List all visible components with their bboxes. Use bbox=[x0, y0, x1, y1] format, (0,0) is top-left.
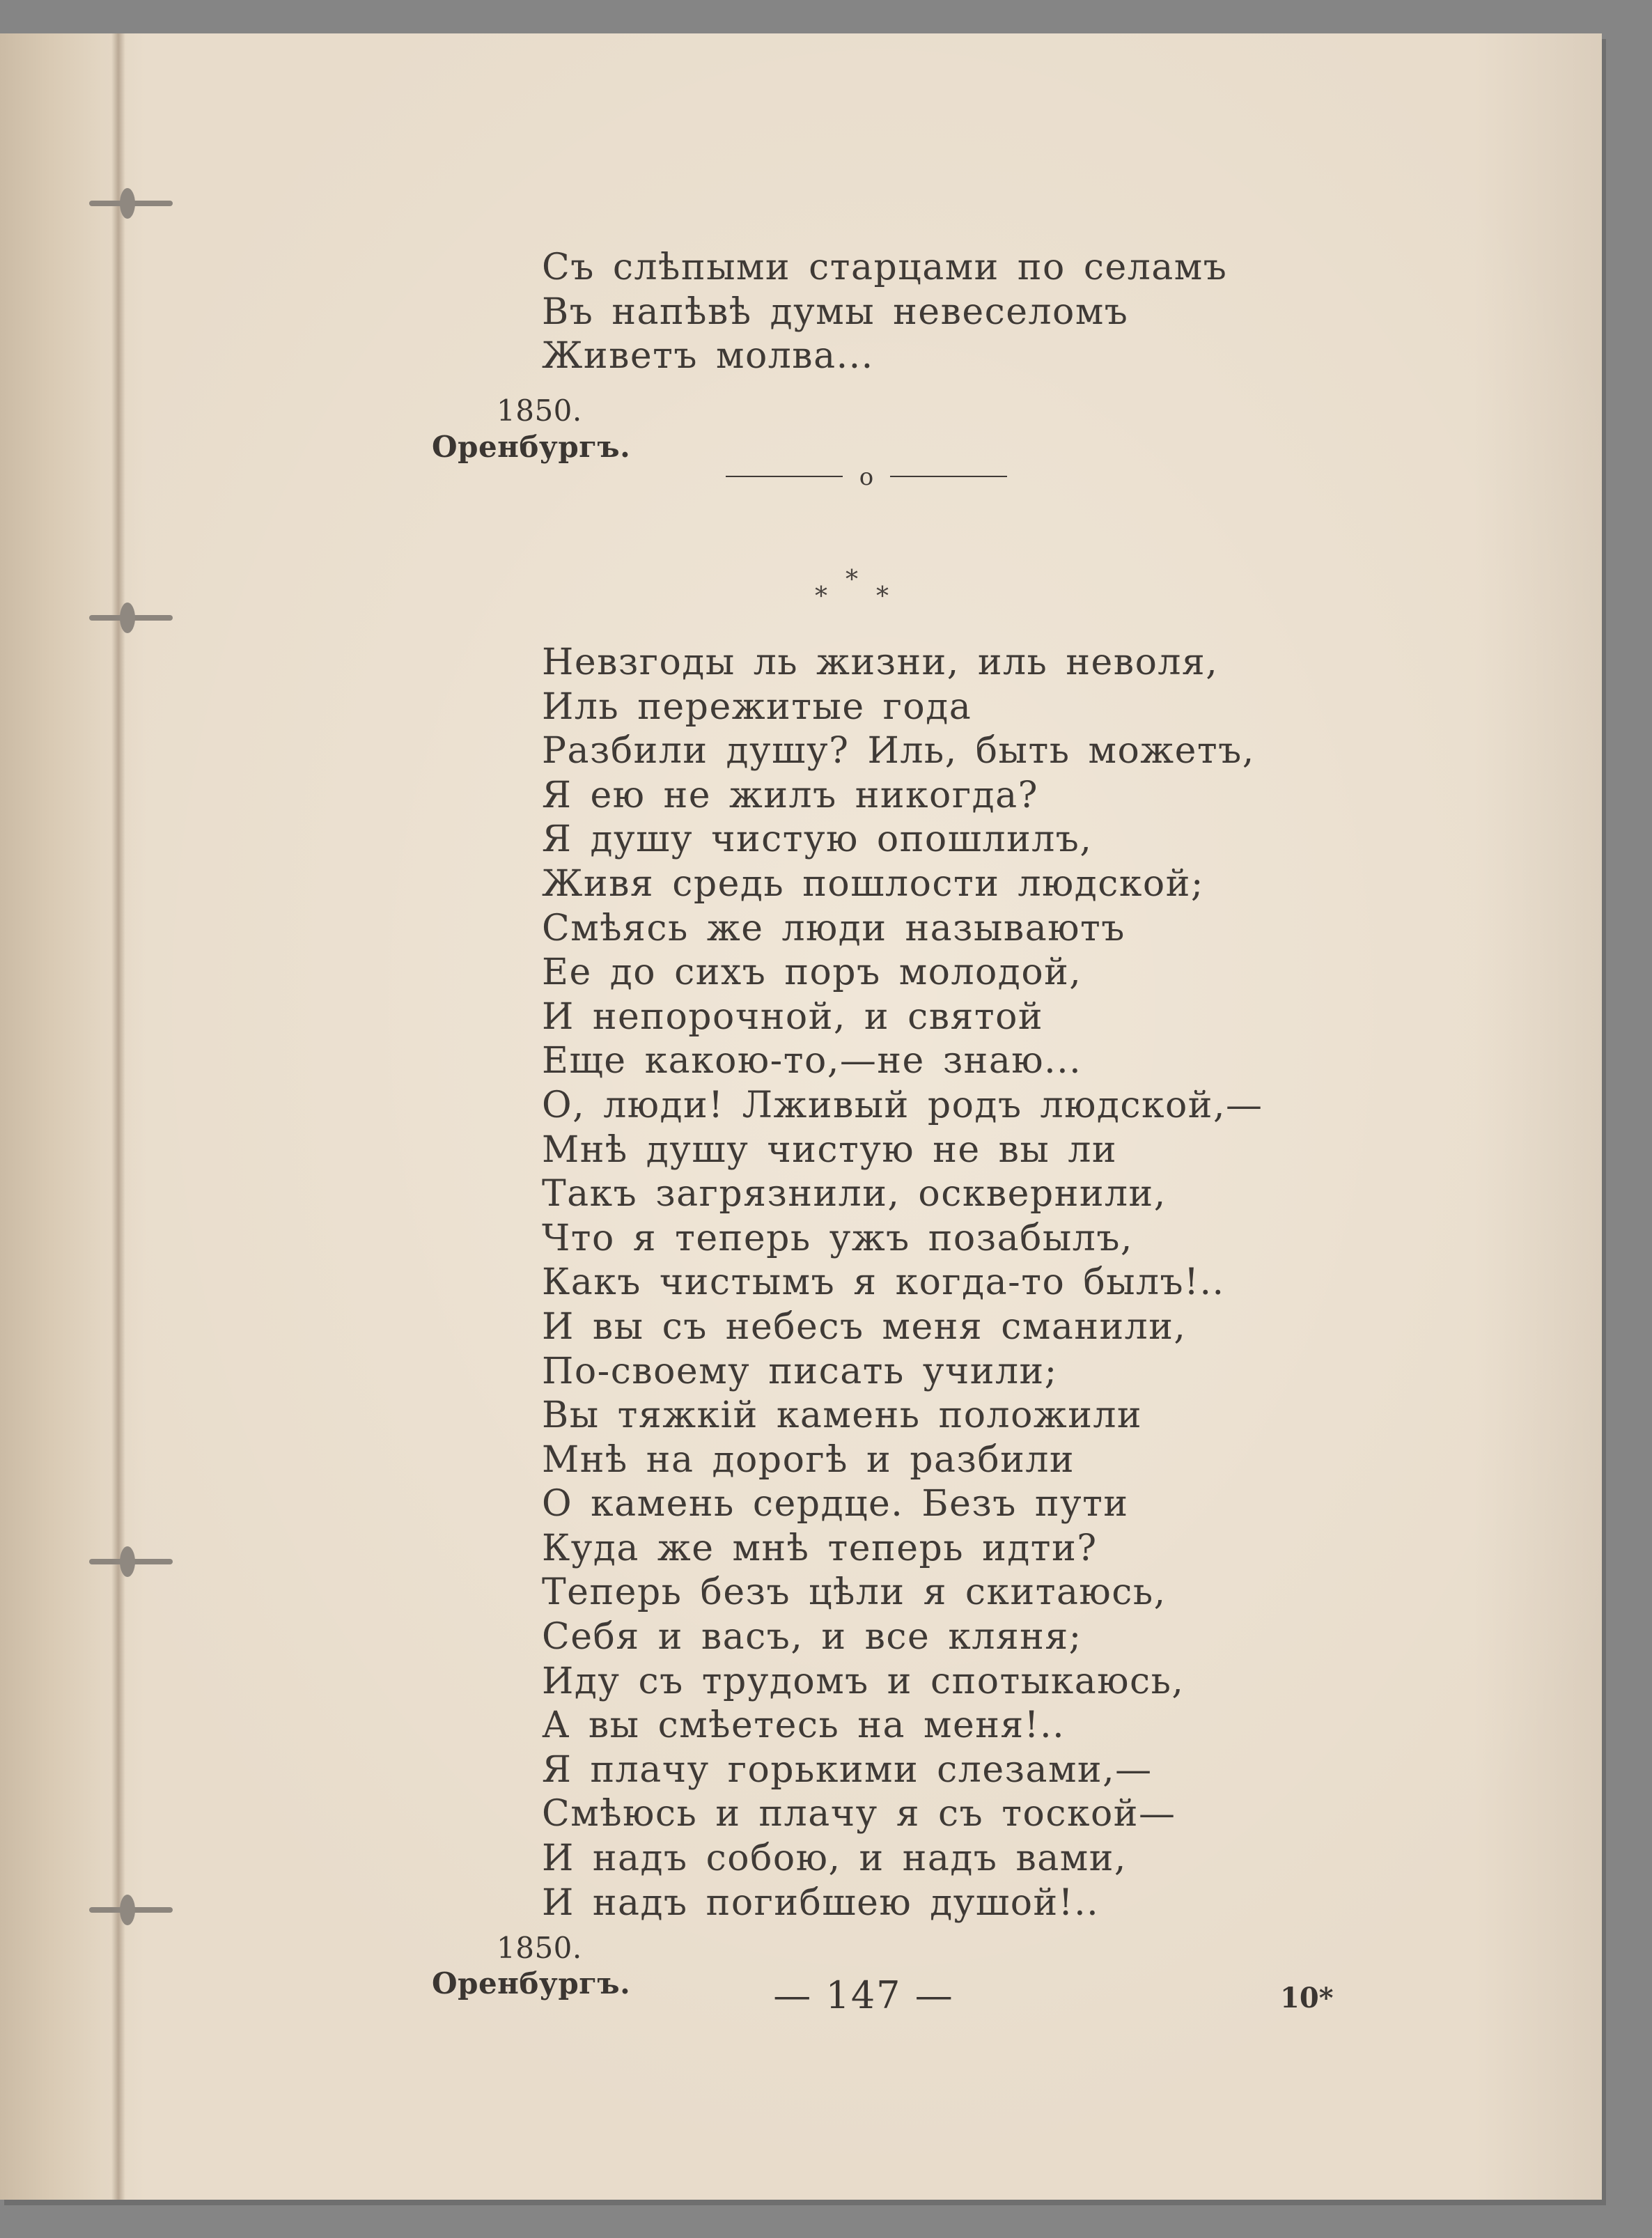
verse-line: Куда же мнѣ теперь идти? bbox=[542, 1527, 1098, 1569]
verse-line: А вы смѣетесь на меня!.. bbox=[542, 1704, 1066, 1747]
poem-2-place: Оренбургъ. bbox=[432, 1966, 631, 2000]
page-number: — 147 — bbox=[773, 1973, 954, 2017]
separator-rule bbox=[726, 476, 843, 477]
asterism bbox=[815, 566, 891, 621]
verse-line: Я душу чистую опошлилъ, bbox=[542, 818, 1093, 861]
separator-rule bbox=[890, 476, 1007, 477]
poem-1-year: 1850. bbox=[497, 394, 582, 428]
poem-2-year: 1850. bbox=[497, 1931, 582, 1965]
verse-line: По-своему писать учили; bbox=[542, 1350, 1058, 1392]
binding-stitch bbox=[89, 201, 173, 206]
spine-shadow bbox=[111, 33, 125, 2200]
verse-line: О, люди! Лживый родъ людской,— bbox=[542, 1084, 1263, 1126]
verse-line: Я ею не жилъ никогда? bbox=[542, 774, 1038, 816]
verse-line: И непорочной, и святой bbox=[542, 995, 1044, 1038]
binding-stitch bbox=[89, 1907, 173, 1913]
verse-line: Такъ загрязнили, осквернили, bbox=[542, 1173, 1167, 1215]
verse-line: Живя средь пошлости людской; bbox=[542, 862, 1204, 905]
verse-line: И надъ погибшею душой!.. bbox=[542, 1881, 1100, 1924]
poem-1-ending bbox=[542, 246, 1227, 379]
verse-line: Еще какою-то,—не знаю... bbox=[542, 1040, 1082, 1082]
separator-circle: o bbox=[859, 463, 874, 491]
verse-line: Ее до сихъ поръ молодой, bbox=[542, 951, 1082, 994]
poem-1-place: Оренбургъ. bbox=[432, 430, 631, 464]
verse-line: Иду съ трудомъ и спотыкаюсь, bbox=[542, 1660, 1185, 1702]
verse-line: Вы тяжкій камень положили bbox=[542, 1394, 1143, 1437]
verse-line: Живетъ молва... bbox=[542, 335, 874, 378]
verse-line: Иль пережитые года bbox=[542, 685, 972, 728]
verse-line: Себя и васъ, и все кляня; bbox=[542, 1616, 1082, 1658]
printer-signature-mark: 10* bbox=[1280, 1982, 1334, 2014]
verse-line: Что я теперь ужъ позабылъ, bbox=[542, 1217, 1133, 1259]
asterism-star: * bbox=[846, 566, 858, 594]
verse-line: Какъ чистымъ я когда-то былъ!.. bbox=[542, 1261, 1225, 1304]
section-separator bbox=[726, 456, 1007, 498]
verse-line: И надъ собою, и надъ вами, bbox=[542, 1837, 1127, 1880]
binding-stitch bbox=[89, 615, 173, 621]
verse-line: И вы съ небесъ меня сманили, bbox=[542, 1305, 1187, 1348]
verse-line: Невзгоды ль жизни, иль неволя, bbox=[542, 642, 1219, 683]
verse-line: Разбили душу? Иль, быть можетъ, bbox=[542, 730, 1255, 772]
asterism-star: * bbox=[815, 582, 827, 611]
verse-line: Смѣясь же люди называютъ bbox=[542, 907, 1125, 949]
asterism-star: * bbox=[876, 582, 889, 611]
verse-line: Теперь безъ цѣли я скитаюсь, bbox=[542, 1571, 1167, 1614]
verse-line: Въ напѣвѣ думы невеселомъ bbox=[542, 290, 1129, 333]
verse-line: О камень сердце. Безъ пути bbox=[542, 1483, 1129, 1525]
binding-stitch bbox=[89, 1559, 173, 1564]
verse-line: Смѣюсь и плачу я съ тоской— bbox=[542, 1793, 1176, 1835]
verse-line: Мнѣ на дорогѣ и разбили bbox=[542, 1438, 1075, 1481]
verse-line: Съ слѣпыми старцами по селамъ bbox=[542, 247, 1228, 288]
poem-2 bbox=[542, 641, 1263, 1925]
verse-line: Мнѣ душу чистую не вы ли bbox=[542, 1128, 1118, 1171]
verse-line: Я плачу горькими слезами,— bbox=[542, 1748, 1153, 1791]
